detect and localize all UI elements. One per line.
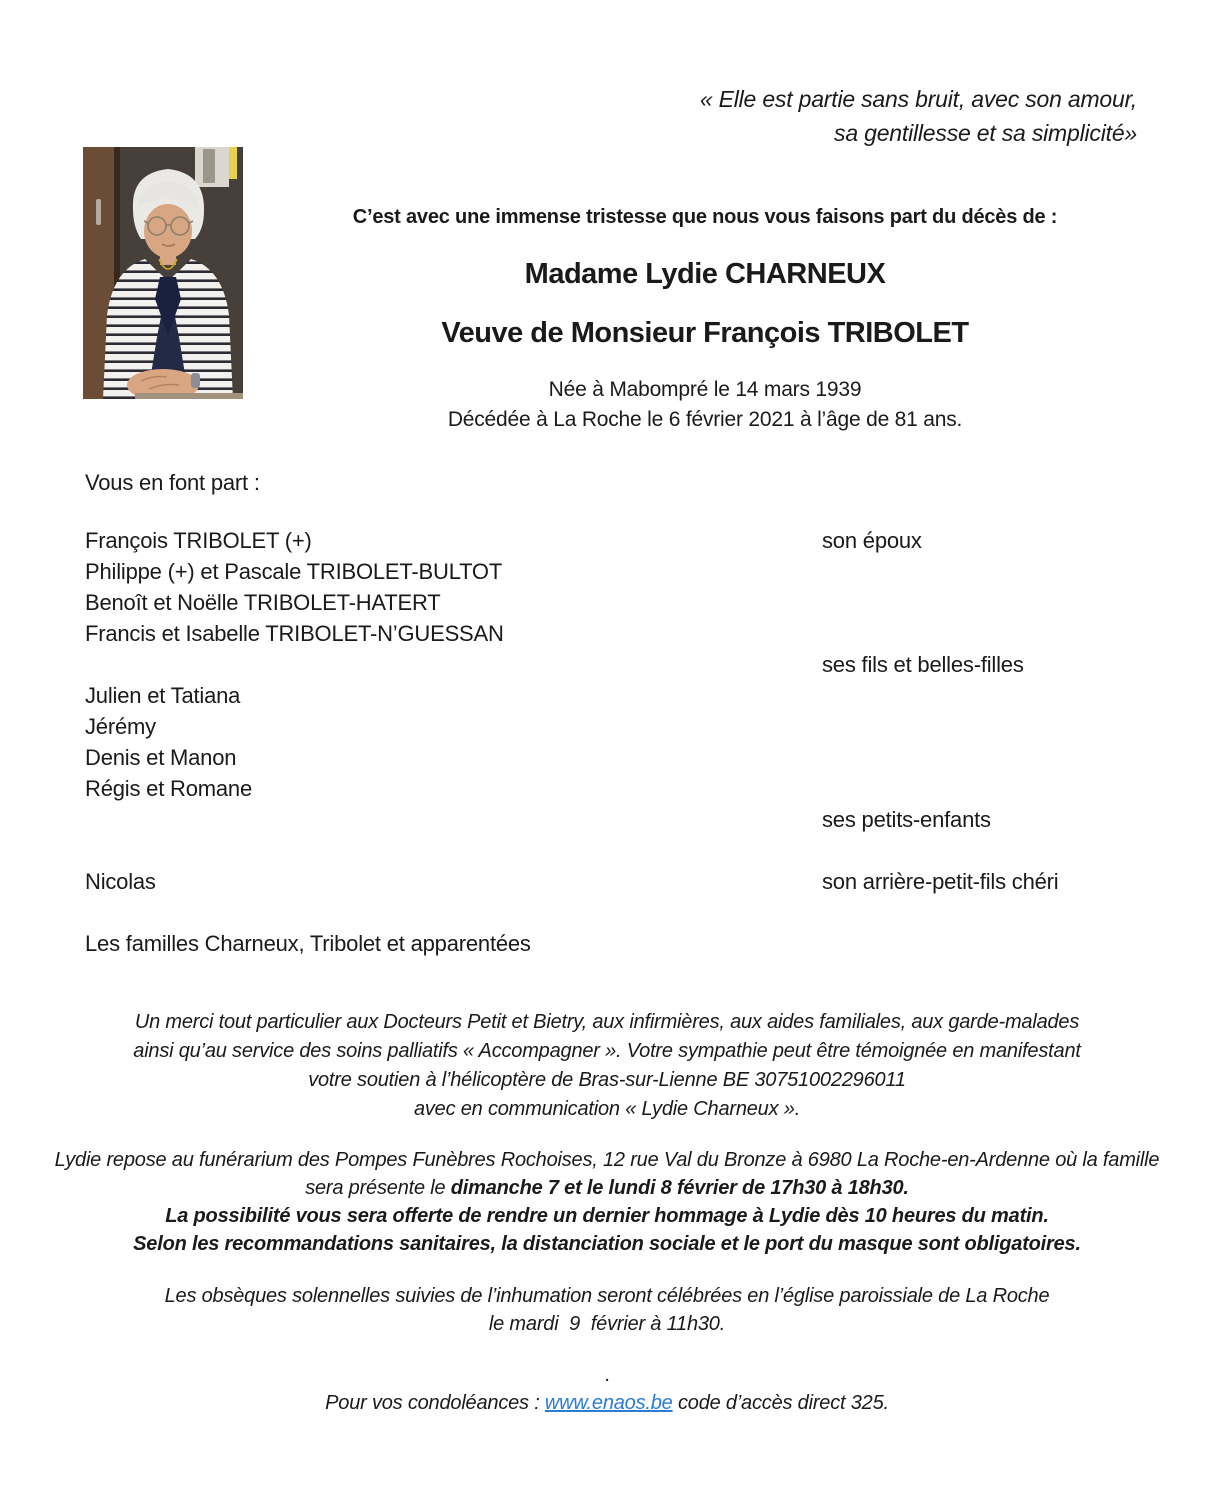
portrait-photo bbox=[83, 147, 243, 399]
thanks-paragraph bbox=[40, 1008, 1174, 1124]
memorial-quote-line1: « Elle est partie sans bruit, avec son amour, bbox=[699, 86, 1137, 112]
separator-dot: . bbox=[604, 1364, 610, 1386]
visitation-line2-bold: dimanche 7 et le lundi 8 février de 17h30 à 18h30. bbox=[450, 1177, 909, 1199]
thanks-line4: avec en communication « Lydie Charneux ». bbox=[413, 1098, 801, 1120]
family-member: Denis et Manon bbox=[85, 745, 237, 770]
family-row bbox=[85, 931, 1150, 962]
family-row bbox=[85, 528, 1150, 559]
family-row bbox=[85, 776, 1150, 807]
funeral-service-line1: Les obsèques solennelles suivies de l’inhumation seront célébrées en l’église paroissiale de La Roche bbox=[164, 1285, 1050, 1307]
condolences-line bbox=[40, 1392, 1174, 1415]
family-member: Nicolas bbox=[85, 869, 156, 894]
family-row bbox=[85, 807, 1150, 838]
visitation-paragraph bbox=[40, 1146, 1174, 1258]
family-member: Julien et Tatiana bbox=[85, 683, 241, 708]
family-relation: son époux bbox=[822, 528, 922, 553]
visitation-line2-normal: sera présente le bbox=[305, 1177, 451, 1199]
family-row bbox=[85, 714, 1150, 745]
death-line: Décédée à La Roche le 6 février 2021 à l’âge de 81 ans. bbox=[447, 408, 963, 431]
visitation-line3: La possibilité vous sera offerte de rendre un dernier hommage à Lydie dès 10 heures du matin. bbox=[165, 1205, 1049, 1227]
portrait-photo-image bbox=[83, 147, 243, 399]
enaos-link[interactable]: www.enaos.be bbox=[544, 1392, 673, 1414]
family-row bbox=[85, 652, 1150, 683]
thanks-line3: votre soutien à l’hélicoptère de Bras-sur-Lienne BE 30751002296011 bbox=[308, 1069, 906, 1091]
deceased-widow-title: Veuve de Monsieur François TRIBOLET bbox=[441, 317, 969, 349]
family-row bbox=[85, 683, 1150, 714]
family-member: Benoît et Noëlle TRIBOLET-HATERT bbox=[85, 590, 441, 615]
family-row bbox=[85, 869, 1150, 900]
funeral-service-line2: le mardi 9 février à 11h30. bbox=[488, 1313, 726, 1335]
family-member: Jérémy bbox=[85, 714, 156, 739]
family-member: Francis et Isabelle TRIBOLET-N’GUESSAN bbox=[85, 621, 504, 646]
thanks-line1: Un merci tout particulier aux Docteurs Petit et Bietry, aux infirmières, aux aides familiales, aux garde-malades bbox=[134, 1011, 1080, 1033]
family-member: Régis et Romane bbox=[85, 776, 252, 801]
visitation-line4: Selon les recommandations sanitaires, la distanciation sociale et le port du masque sont obligatoires. bbox=[133, 1233, 1081, 1255]
family-row bbox=[85, 621, 1150, 652]
visitation-line1: Lydie repose au funérarium des Pompes Funèbres Rochoises, 12 rue Val du Bronze à 6980 La Roche-en-Ardenne où la famille bbox=[54, 1149, 1160, 1171]
family-list bbox=[85, 528, 1150, 962]
birth-line: Née à Mabompré le 14 mars 1939 bbox=[548, 378, 862, 401]
funeral-service-paragraph bbox=[40, 1282, 1174, 1338]
family-relation: ses fils et belles-filles bbox=[822, 652, 1024, 677]
announcement-intro: C’est avec une immense tristesse que nous vous faisons part du décès de : bbox=[352, 206, 1058, 228]
family-row bbox=[85, 745, 1150, 776]
family-row bbox=[85, 838, 1150, 869]
family-member: Les familles Charneux, Tribolet et apparentées bbox=[85, 931, 531, 956]
deceased-name: Madame Lydie CHARNEUX bbox=[524, 258, 886, 290]
family-row bbox=[85, 590, 1150, 621]
memorial-quote bbox=[437, 82, 1137, 150]
memorial-quote-line2: sa gentillesse et sa simplicité» bbox=[834, 120, 1137, 146]
family-row bbox=[85, 900, 1150, 931]
condolences-prefix: Pour vos condoléances : bbox=[325, 1392, 545, 1414]
family-row bbox=[85, 559, 1150, 590]
family-relation: son arrière-petit-fils chéri bbox=[822, 869, 1059, 894]
thanks-line2: ainsi qu’au service des soins palliatifs « Accompagner ». Votre sympathie peut être témoignée en manifestant bbox=[133, 1040, 1081, 1062]
family-relation: ses petits-enfants bbox=[822, 807, 991, 832]
family-member: François TRIBOLET (+) bbox=[85, 528, 312, 553]
family-member: Philippe (+) et Pascale TRIBOLET-BULTOT bbox=[85, 559, 503, 584]
condolences-suffix: code d’accès direct 325. bbox=[672, 1392, 889, 1414]
family-heading: Vous en font part : bbox=[85, 470, 260, 495]
visitation-line2 bbox=[40, 1174, 1174, 1202]
